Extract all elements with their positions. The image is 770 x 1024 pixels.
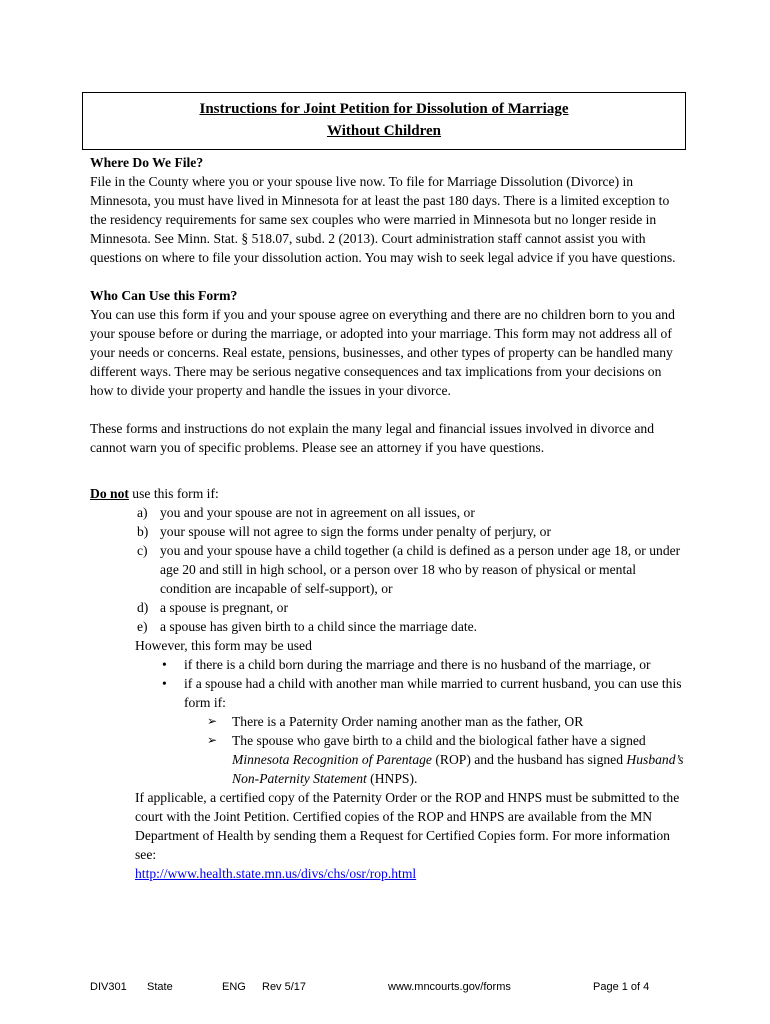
list-item-text: you and your spouse are not in agreement on all issues, or	[160, 505, 475, 520]
list-item	[207, 712, 687, 731]
footer-revision: Rev 5/17	[262, 981, 307, 993]
paragraph-who-body2: These forms and instructions do not explain the many legal and financial issues involved in divorce and cannot warn you of specific problems. Please see an attorney if you have questions.	[90, 421, 655, 455]
document-title-line1: Instructions for Joint Petition for Dissolution of Marriage	[199, 101, 569, 117]
arrow-bullet-icon: ➢	[207, 714, 218, 728]
list-item-label: b)	[137, 524, 149, 539]
arrow-text-part: The spouse who gave birth to a child and the biological father have a signed	[232, 733, 646, 748]
paragraph-where-body: File in the County where you or your spouse live now. To file for Marriage Dissolution (Divorce) in Minnesota, you must have lived in Minnesota for at least the past 180 days. There is a limited exception to the residency requirements for same sex couples who were married in Minnesota but no longer reside in Minnesota. See Minn. Stat. § 518.07, subd. 2 (2013). Court administration staff cannot assist you with questions on where to file your dissolution action. You may wish to seek legal advice if you have questions.	[90, 174, 676, 265]
arrow-text-part: (HNPS).	[366, 771, 418, 786]
italic-document-name: Minnesota Recognition of Parentage	[232, 752, 432, 767]
arrow-sublist	[90, 712, 687, 788]
closing-text: If applicable, a certified copy of the Paternity Order or the ROP and HNPS must be submitted to the court with the Joint Petition. Certified copies of the ROP and HNPS are available from the MN Department of Health by sending them a Request for Certified Copies form. For more information see:	[135, 790, 680, 862]
footer-page-number: Page 1 of 4	[593, 981, 650, 993]
list-item	[162, 655, 687, 674]
footer-state: State	[147, 981, 173, 993]
section-heading-where: Where Do We File?	[90, 155, 204, 170]
list-item	[207, 731, 687, 788]
bullet-icon: •	[162, 676, 167, 691]
list-item-text: a spouse has given birth to a child since the marriage date.	[160, 619, 478, 634]
section-do-not-use	[90, 484, 687, 883]
list-item	[137, 503, 687, 522]
italic-document-name: Husband’s Non-Paternity Statement	[232, 752, 684, 786]
list-item-text: your spouse will not agree to sign the forms under penalty of perjury, or	[160, 524, 551, 539]
arrow-item-text: There is a Paternity Order naming another man as the father, OR	[232, 714, 584, 729]
list-item-text: you and your spouse have a child together (a child is defined as a person under age 18, or under age 20 and still in high school, or a person over 18 who by reason of physical or mental condition are incapable of self-support), or	[160, 543, 681, 596]
list-item-label: e)	[137, 619, 148, 634]
do-not-list	[90, 503, 687, 636]
section-heading-who: Who Can Use this Form?	[90, 288, 238, 303]
list-item	[137, 617, 687, 636]
paragraph-who-body1: You can use this form if you and your spouse agree on everything and there are no children born to you and your spouse before or during the marriage, or adopted into your marriage. This form may not address all of your needs or concerns. Real estate, pensions, businesses, and other types of property can be handled many different ways. There may be serious negative consequences and tax implications from your decisions on how to divide your property and handle the issues in your divorce.	[90, 307, 675, 398]
bullet-text: if there is a child born during the marriage and there is no husband of the marriage, or	[184, 657, 651, 672]
document-body	[90, 153, 687, 883]
document-title-box	[82, 92, 686, 150]
list-item	[162, 674, 687, 712]
bullet-icon: •	[162, 657, 167, 672]
do-not-lead-rest: use this form if:	[128, 486, 219, 501]
bullet-text: if a spouse had a child with another man while married to current husband, you can use this form if:	[184, 676, 682, 710]
list-item	[137, 522, 687, 541]
list-item-label: c)	[137, 543, 148, 558]
list-item	[137, 541, 687, 598]
list-item-label: a)	[137, 505, 148, 520]
footer-form-id: DIV301	[90, 981, 127, 993]
exception-bullet-list	[90, 655, 687, 712]
arrow-item-text	[232, 731, 687, 788]
section-who-can-use	[90, 286, 687, 457]
paragraph-if-applicable	[90, 788, 687, 883]
arrow-text-part: (ROP) and the husband has signed	[431, 752, 627, 767]
section-where-do-we-file	[90, 153, 687, 267]
footer-website: www.mncourts.gov/forms	[388, 981, 511, 993]
list-item	[137, 598, 687, 617]
do-not-label: Do not	[90, 486, 129, 501]
list-item-label: d)	[137, 600, 149, 615]
rop-info-link[interactable]: http://www.health.state.mn.us/divs/chs/osr/rop.html	[135, 866, 417, 881]
list-item-text: a spouse is pregnant, or	[160, 600, 288, 615]
arrow-bullet-icon: ➢	[207, 733, 218, 747]
footer-language: ENG	[222, 981, 246, 993]
document-title-line2: Without Children	[326, 123, 442, 139]
page-footer	[90, 981, 690, 997]
do-not-lead-line	[90, 484, 687, 503]
however-line: However, this form may be used	[135, 638, 312, 653]
